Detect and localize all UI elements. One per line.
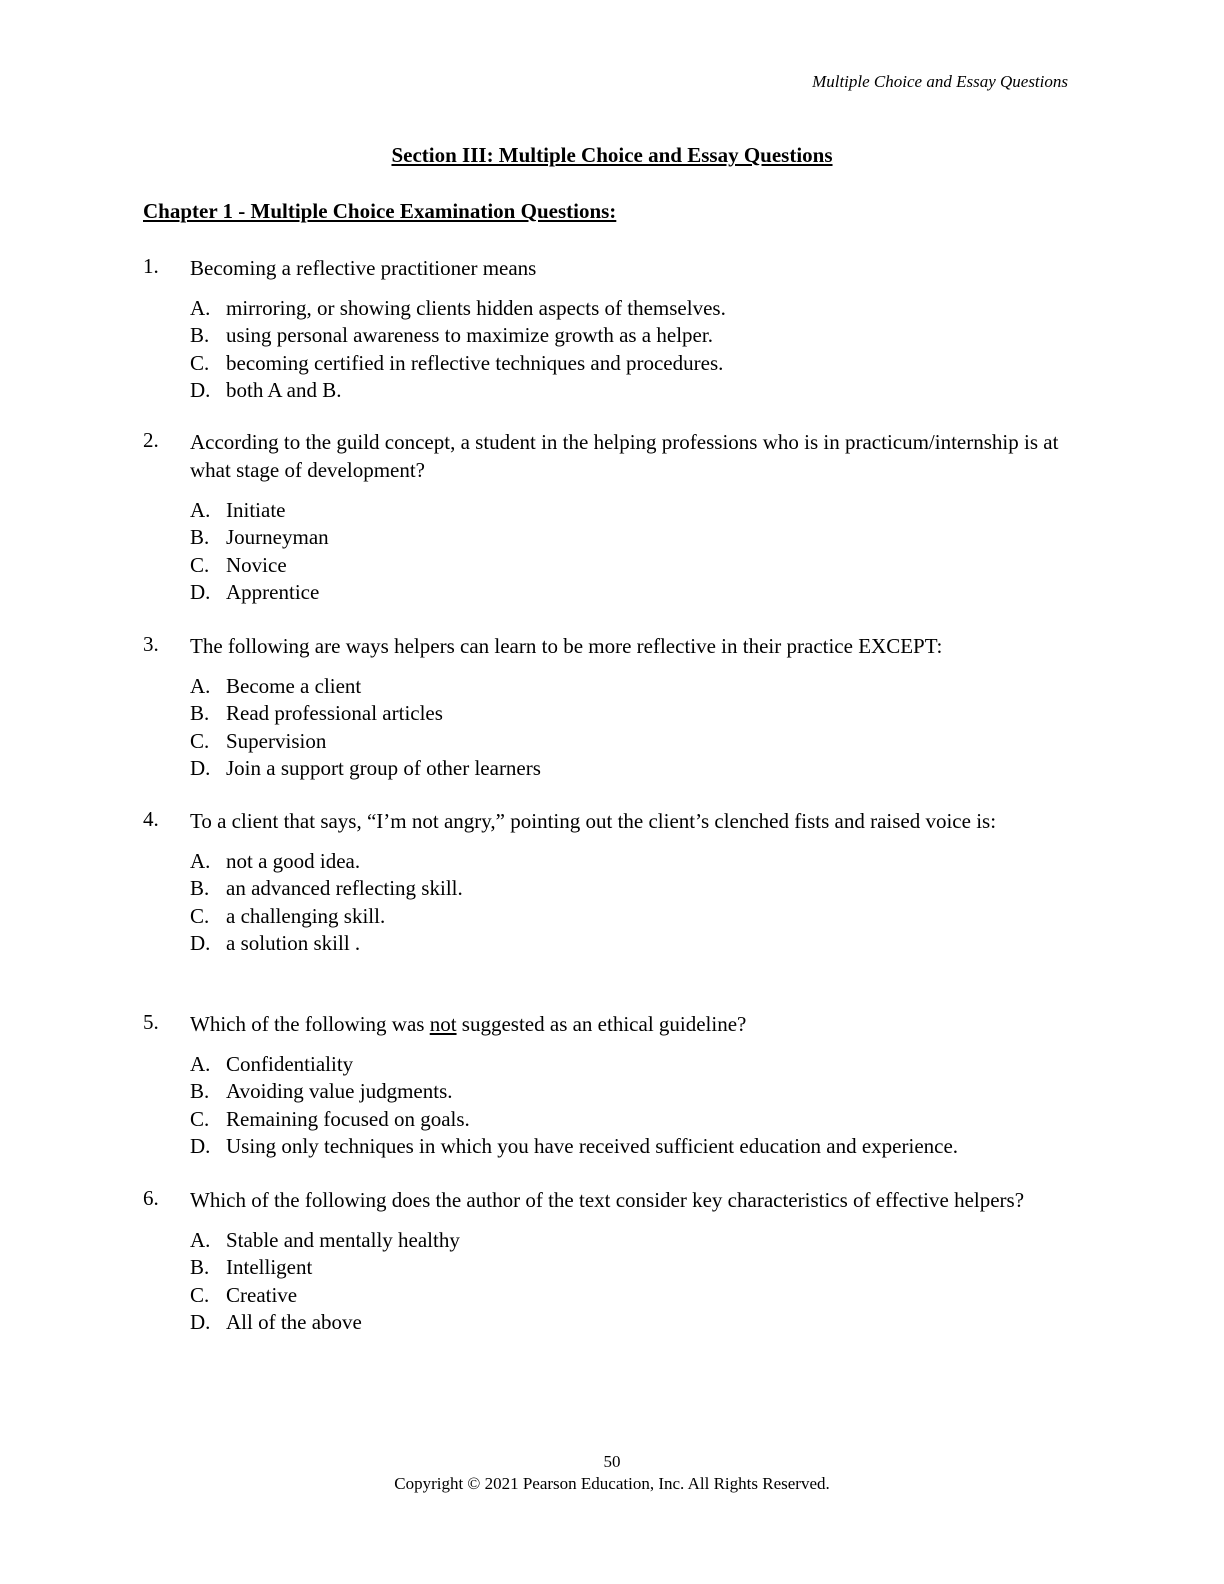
- choice-letter: A.: [190, 1052, 211, 1076]
- choice-letter: B.: [190, 1079, 210, 1104]
- choice-text: an advanced reflecting skill.: [226, 876, 463, 901]
- choice-letter: D.: [190, 930, 211, 955]
- choice-a: [190, 1051, 1063, 1078]
- choice-text: Become a client: [226, 674, 362, 698]
- choice-d: [190, 755, 1063, 782]
- question-text-after: suggested as an ethical guideline?: [456, 1012, 747, 1036]
- choice-letter: C.: [190, 350, 210, 375]
- page-footer: [0, 1451, 1224, 1495]
- choice-text: mirroring, or showing clients hidden aspects of themselves.: [226, 296, 726, 320]
- choice-letter: A.: [190, 849, 211, 873]
- question-3: [143, 632, 1063, 782]
- choice-c: [190, 552, 1063, 579]
- choice-a: [190, 848, 1063, 875]
- running-header: Multiple Choice and Essay Questions: [812, 72, 1068, 91]
- page-number: 50: [603, 1452, 621, 1471]
- choice-text: Confidentiality: [226, 1052, 354, 1076]
- choice-text: becoming certified in reflective techniques and procedures.: [226, 350, 724, 375]
- question-5: [143, 1010, 1063, 1160]
- choice-b: [190, 322, 1063, 349]
- question-1: [143, 254, 1063, 404]
- question-text: According to the guild concept, a student in the helping professions who is in practicum/internship is at what stage of development?: [190, 430, 1059, 482]
- question-text-before: Which of the following was: [190, 1012, 430, 1036]
- choice-letter: B.: [190, 323, 210, 348]
- choice-letter: C.: [190, 728, 210, 753]
- choice-b: [190, 524, 1063, 551]
- choice-text: a challenging skill.: [226, 903, 386, 928]
- choice-text: using personal awareness to maximize growth as a helper.: [226, 323, 713, 348]
- choice-text: both A and B.: [226, 377, 342, 402]
- choice-list: [190, 673, 1063, 782]
- choice-text: Apprentice: [226, 579, 320, 604]
- choice-letter: D.: [190, 755, 211, 780]
- choice-text: Avoiding value judgments.: [226, 1079, 453, 1104]
- choice-text: Join a support group of other learners: [226, 755, 541, 780]
- choice-a: [190, 497, 1063, 524]
- choice-text: Intelligent: [226, 1255, 313, 1280]
- choice-text: Using only techniques in which you have received sufficient education and experience.: [226, 1133, 959, 1158]
- choice-d: [190, 377, 1063, 404]
- choice-letter: C.: [190, 903, 210, 928]
- choice-letter: D.: [190, 377, 211, 402]
- choice-letter: A.: [190, 674, 211, 698]
- choice-c: [190, 1106, 1063, 1133]
- choice-text: Supervision: [226, 728, 327, 753]
- question-number: 3.: [143, 632, 159, 656]
- choice-b: [190, 1078, 1063, 1105]
- choice-letter: D.: [190, 1309, 211, 1334]
- choice-text: Creative: [226, 1282, 298, 1307]
- choice-a: [190, 673, 1063, 700]
- choice-text: Journeyman: [226, 525, 329, 550]
- question-text-emphasis: not: [429, 1012, 457, 1036]
- choice-letter: C.: [190, 1106, 210, 1131]
- choice-letter: C.: [190, 1282, 210, 1307]
- choice-text: Novice: [226, 552, 287, 577]
- choice-letter: C.: [190, 552, 210, 577]
- choice-c: [190, 350, 1063, 377]
- question-text: Which of the following does the author of the text consider key characteristics of effective helpers?: [190, 1188, 1025, 1212]
- question-text: Becoming a reflective practitioner means: [190, 256, 537, 280]
- question-text: To a client that says, “I’m not angry,” pointing out the client’s clenched fists and raised voice is:: [190, 809, 997, 833]
- question-text: The following are ways helpers can learn to be more reflective in their practice EXCEPT:: [190, 634, 943, 658]
- choice-list: [190, 295, 1063, 404]
- question-number: 6.: [143, 1186, 159, 1210]
- choice-list: [190, 1051, 1063, 1160]
- choice-letter: B.: [190, 701, 210, 726]
- choice-c: [190, 903, 1063, 930]
- choice-letter: A.: [190, 296, 211, 320]
- section-title: Section III: Multiple Choice and Essay Questions: [391, 143, 833, 167]
- choice-text: not a good idea.: [226, 849, 361, 873]
- choice-c: [190, 728, 1063, 755]
- question-2: [143, 428, 1063, 606]
- choice-letter: D.: [190, 1133, 211, 1158]
- choice-letter: A.: [190, 498, 211, 522]
- choice-list: [190, 497, 1063, 606]
- chapter-title: Chapter 1 - Multiple Choice Examination Questions:: [143, 199, 617, 223]
- question-4: [143, 807, 1063, 957]
- choice-text: Read professional articles: [226, 701, 443, 726]
- choice-letter: D.: [190, 579, 211, 604]
- choice-list: [190, 848, 1063, 957]
- choice-list: [190, 1227, 1063, 1336]
- choice-letter: B.: [190, 1255, 210, 1280]
- choice-letter: A.: [190, 1228, 211, 1252]
- choice-b: [190, 1254, 1063, 1281]
- copyright-notice: Copyright © 2021 Pearson Education, Inc. All Rights Reserved.: [394, 1474, 830, 1493]
- choice-d: [190, 930, 1063, 957]
- choice-d: [190, 1309, 1063, 1336]
- choice-letter: B.: [190, 525, 210, 550]
- question-number: 2.: [143, 428, 159, 452]
- question-6: [143, 1186, 1063, 1336]
- choice-text: Remaining focused on goals.: [226, 1106, 470, 1131]
- question-number: 5.: [143, 1010, 159, 1034]
- choice-text: a solution skill .: [226, 930, 361, 955]
- choice-c: [190, 1282, 1063, 1309]
- choice-b: [190, 875, 1063, 902]
- choice-d: [190, 579, 1063, 606]
- question-number: 1.: [143, 254, 159, 278]
- question-number: 4.: [143, 807, 159, 831]
- choice-b: [190, 700, 1063, 727]
- choice-a: [190, 1227, 1063, 1254]
- choice-text: Stable and mentally healthy: [226, 1228, 460, 1252]
- choice-text: Initiate: [226, 498, 286, 522]
- choice-letter: B.: [190, 876, 210, 901]
- choice-d: [190, 1133, 1063, 1160]
- choice-a: [190, 295, 1063, 322]
- question-text: [190, 1010, 746, 1038]
- choice-text: All of the above: [226, 1309, 362, 1334]
